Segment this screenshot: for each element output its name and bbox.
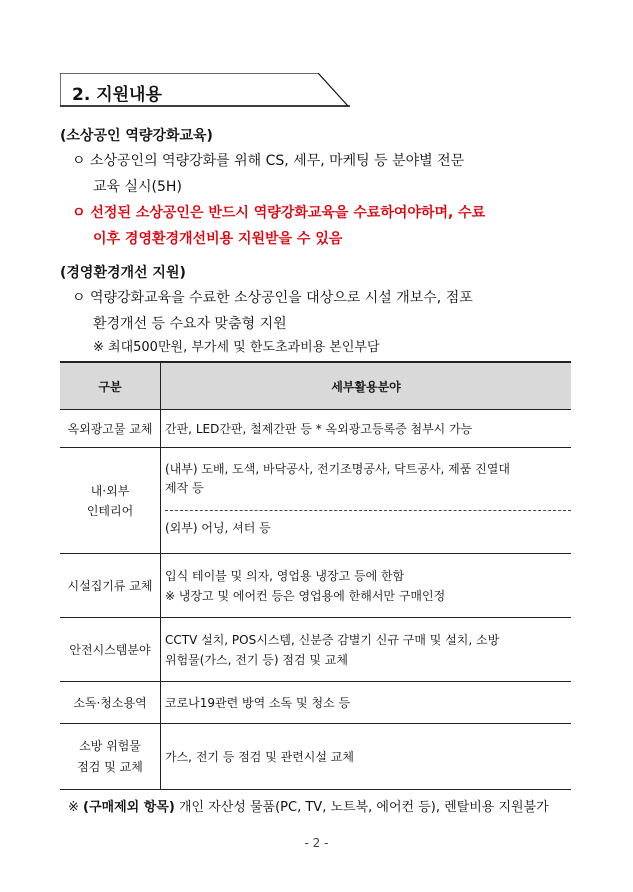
dashed-divider (165, 510, 571, 511)
training-bullet-1-line-2: 교육 실시(5H) (93, 179, 182, 195)
table-header-row (60, 362, 571, 410)
page-number: - 2 - (304, 836, 329, 850)
row-category: 소독·청소용역 (60, 682, 161, 724)
training-heading: (소상공인 역량강화교육) (60, 128, 213, 144)
row-category: 옥외광고물 교체 (60, 410, 161, 448)
footer-note-label: (구매제외 항목) (83, 800, 175, 815)
row-detail-line: (내부) 도배, 도색, 바닥공사, 전기조명공사, 닥트공사, 제품 진열대 (165, 462, 510, 476)
row-detail: 가스, 전기 등 점검 및 관련시설 교체 (161, 724, 572, 790)
training-bullet-2-line-2: 이후 경영환경개선비용 지원받을 수 있음 (93, 231, 343, 247)
row-detail (161, 448, 572, 554)
improvement-note: ※ 최대500만원, 부가세 및 한도초과비용 본인부담 (93, 340, 380, 355)
row-detail: 코로나19관련 방역 소독 및 청소 등 (161, 682, 572, 724)
row-category: 안전시스템분야 (60, 618, 161, 682)
table-row (60, 554, 571, 618)
footer-note-text: 개인 자산성 물품(PC, TV, 노트북, 에어컨 등), 렌탈비용 지원불가 (174, 800, 549, 815)
row-detail-line: 위험물(가스, 전기 등) 점검 및 교체 (165, 652, 348, 667)
row-category-line: 점검 및 교체 (77, 759, 143, 774)
row-category-line: 인테리어 (86, 503, 134, 518)
row-category (60, 448, 161, 554)
row-detail (161, 554, 572, 618)
row-detail-line: 입식 테이블 및 의자, 영업용 냉장고 등에 한함 (165, 568, 405, 583)
section-title: 2. 지원내용 (72, 85, 162, 105)
training-bullet-1-line-1: ㅇ 소상공인의 역량강화를 위해 CS, 세무, 마케팅 등 분야별 전문 (72, 153, 465, 169)
row-category-line: 소방 위험물 (79, 738, 141, 753)
training-bullet-2-line-1: ㅇ 선정된 소상공인은 반드시 역량강화교육을 수료하여야하며, 수료 (72, 205, 486, 221)
row-detail: 간판, LED간판, 철제간판 등 * 옥외광고등록증 첨부시 가능 (161, 410, 572, 448)
table-header-detail: 세부활용분야 (161, 362, 572, 410)
support-table (60, 361, 571, 790)
row-detail-line: (외부) 어닝, 셔터 등 (165, 521, 271, 535)
table-row (60, 448, 571, 554)
row-category-line: 내·외부 (90, 483, 130, 498)
footer-note (68, 796, 549, 815)
row-category (60, 724, 161, 790)
row-category: 시설집기류 교체 (60, 554, 161, 618)
improvement-bullet-line-1: ㅇ 역량강화교육을 수료한 소상공인을 대상으로 시설 개보수, 점포 (72, 290, 473, 306)
table-header-category: 구분 (60, 362, 161, 410)
improvement-heading: (경영환경개선 지원) (60, 265, 186, 281)
table-row (60, 618, 571, 682)
table-row (60, 724, 571, 790)
table-row (60, 410, 571, 448)
row-detail-line: ※ 냉장고 및 에어컨 등은 영업용에 한해서만 구매인정 (165, 588, 446, 603)
table-row (60, 682, 571, 724)
row-detail-line: CCTV 설치, POS시스템, 신분증 감별기 신규 구매 및 설치, 소방 (165, 632, 500, 647)
row-detail-line: 제작 등 (165, 481, 204, 495)
improvement-bullet-line-2: 환경개선 등 수요자 맞춤형 지원 (93, 316, 287, 332)
row-detail (161, 618, 572, 682)
footer-note-mark: ※ (68, 800, 79, 815)
